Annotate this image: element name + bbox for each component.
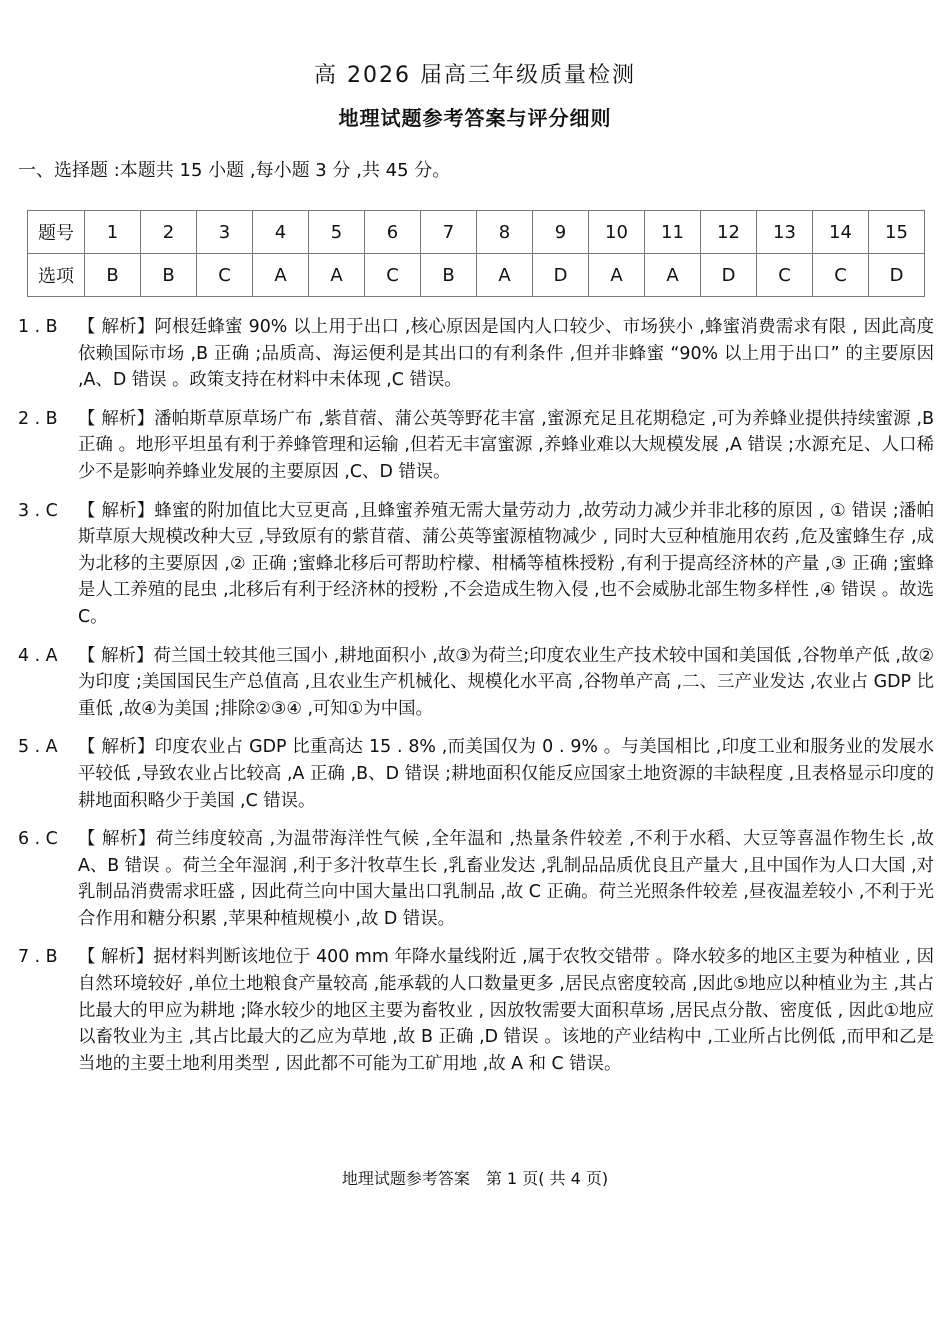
question-number-label: 题号 xyxy=(28,211,85,254)
question-number-cell: 10 xyxy=(589,211,645,254)
answer-cell: B xyxy=(85,254,141,297)
question-number-cell: 2 xyxy=(141,211,197,254)
answer-table xyxy=(27,210,925,297)
item-explanation: 【 解析】据材料判断该地位于 400 mm 年降水量线附近 ,属于农牧交错带 。降水较多的地区主要为种植业 , 因自然环境较好 ,单位土地粮食产量较高 ,能承载的人口数量更多 ,居民点密度较高 ,因此⑤地应以种植业为主 ,其占比最大的甲应为耕地 ;降水较少的地区主要为畜牧业 , 因放牧需要大面积草场 ,居民点分散、密度低 , 因此①地应以畜牧业为主 ,其占比最大的乙应为草地 ,故 B 正确 ,D 错误 。该地的产业结构中 ,工业所占比例低 ,而甲和乙是当地的主要土地利用类型 , 因此都不可能为工矿用地 ,故 A 和 C 错误。 xyxy=(78,947,934,1074)
item-explanation: 【 解析】阿根廷蜂蜜 90% 以上用于出口 ,核心原因是国内人口较少、市场狭小 ,蜂蜜消费需求有限 , 因此高度依赖国际市场 ,B 正确 ;品质高、海运便利是其出口的有利条件 ,但并非蜂蜜 “90% 以上用于出口” 的主要原因 ,A、D 错误 。政策支持在材料中未体现 ,C 错误。 xyxy=(78,317,934,391)
question-number-cell: 12 xyxy=(701,211,757,254)
question-number-cell: 3 xyxy=(197,211,253,254)
explanation-item xyxy=(14,498,934,631)
explanation-item xyxy=(14,826,934,932)
explanation-item xyxy=(14,643,934,723)
explanation-item xyxy=(14,734,934,814)
answer-row xyxy=(28,254,925,297)
answer-cell: C xyxy=(197,254,253,297)
answer-cell: C xyxy=(813,254,869,297)
item-number: 1 . B xyxy=(18,317,58,337)
question-number-cell: 9 xyxy=(533,211,589,254)
answer-label: 选项 xyxy=(28,254,85,297)
explanation-item xyxy=(14,406,934,486)
item-number: 2 . B xyxy=(18,408,58,429)
explanation-list xyxy=(14,314,934,1089)
answer-cell: C xyxy=(757,254,813,297)
question-number-cell: 13 xyxy=(757,211,813,254)
item-explanation: 【 解析】潘帕斯草原草场广布 ,紫苜蓿、蒲公英等野花丰富 ,蜜源充足且花期稳定 ,可为养蜂业提供持续蜜源 ,B 正确 。地形平坦虽有利于养蜂管理和运输 ,但若无丰富蜜源 ,养蜂业难以大规模发展 ,A 错误 ;水源充足、人口稀少不是影响养蜂业发展的主要原因 ,C、D 错误。 xyxy=(78,408,934,482)
answer-cell: A xyxy=(253,254,309,297)
answer-cell: A xyxy=(309,254,365,297)
answer-cell: C xyxy=(365,254,421,297)
answer-cell: D xyxy=(533,254,589,297)
answer-cell: A xyxy=(477,254,533,297)
question-number-cell: 1 xyxy=(85,211,141,254)
item-number: 6 . C xyxy=(18,829,58,850)
item-number: 4 . A xyxy=(18,645,58,666)
question-number-cell: 11 xyxy=(645,211,701,254)
item-number: 5 . A xyxy=(18,737,58,758)
item-explanation: 【 解析】印度农业占 GDP 比重高达 15 . 8% ,而美国仅为 0 . 9% 。与美国相比 ,印度工业和服务业的发展水平较低 ,导致农业占比较高 ,A 正确 ,B、D 错误 ;耕地面积仅能反应国家土地资源的丰缺程度 ,且表格显示印度的耕地面积略少于美国 ,C 错误。 xyxy=(78,737,934,811)
answer-cell: A xyxy=(589,254,645,297)
question-number-cell: 7 xyxy=(421,211,477,254)
item-explanation: 【 解析】荷兰国土较其他三国小 ,耕地面积小 ,故③为荷兰;印度农业生产技术较中国和美国低 ,谷物单产低 ,故②为印度 ;美国国民生产总值高 ,且农业生产机械化、规模化水平高 ,谷物单产高 ,二、三产业发达 ,农业占 GDP 比重低 ,故④为美国 ;排除②③④ ,可知①为中国。 xyxy=(78,645,934,719)
answer-cell: B xyxy=(141,254,197,297)
question-number-row xyxy=(28,211,925,254)
question-number-cell: 5 xyxy=(309,211,365,254)
item-number: 3 . C xyxy=(18,500,58,521)
item-explanation: 【 解析】荷兰纬度较高 ,为温带海洋性气候 ,全年温和 ,热量条件较差 ,不利于水稻、大豆等喜温作物生长 ,故 A、B 错误 。荷兰全年湿润 ,利于多汁牧草生长 ,乳畜业发达 ,乳制品品质优良且产量大 ,且中国作为人口大国 ,对乳制品消费需求旺盛 , 因此荷兰向中国大量出口乳制品 ,故 C 正确。荷兰光照条件较差 ,昼夜温差较小 ,不利于光合作用和糖分积累 ,苹果种植规模小 ,故 D 错误。 xyxy=(78,829,934,929)
question-number-cell: 6 xyxy=(365,211,421,254)
answer-cell: D xyxy=(869,254,925,297)
exam-title: 高 2026 届高三年级质量检测 xyxy=(314,63,636,88)
explanation-item xyxy=(14,314,934,394)
explanation-item xyxy=(14,944,934,1077)
question-number-cell: 14 xyxy=(813,211,869,254)
answer-key-subtitle: 地理试题参考答案与评分细则 xyxy=(338,106,612,130)
question-number-cell: 15 xyxy=(869,211,925,254)
item-explanation: 【 解析】蜂蜜的附加值比大豆更高 ,且蜂蜜养殖无需大量劳动力 ,故劳动力减少并非北移的原因 , ① 错误 ;潘帕斯草原大规模改种大豆 ,导致原有的紫苜蓿、蒲公英等蜜源植物减少 , 同时大豆种植施用农药 ,危及蜜蜂生存 ,成为北移的主要原因 ,② 正确 ;蜜蜂北移后可帮助柠檬、柑橘等植株授粉 ,有利于提高经济林的产量 ,③ 正确 ;蜜蜂是人工养殖的昆虫 ,北移后有利于经济林的授粉 ,不会造成生物入侵 ,也不会威胁北部生物多样性 ,④ 错误 。故选 C。 xyxy=(78,500,934,627)
answer-cell: B xyxy=(421,254,477,297)
answer-cell: A xyxy=(645,254,701,297)
page-footer: 地理试题参考答案 第 1 页( 共 4 页) xyxy=(341,1169,609,1188)
answer-cell: D xyxy=(701,254,757,297)
question-number-cell: 4 xyxy=(253,211,309,254)
item-number: 7 . B xyxy=(18,947,58,968)
question-number-cell: 8 xyxy=(477,211,533,254)
section-heading: 一、选择题 :本题共 15 小题 ,每小题 3 分 ,共 45 分。 xyxy=(18,160,451,181)
